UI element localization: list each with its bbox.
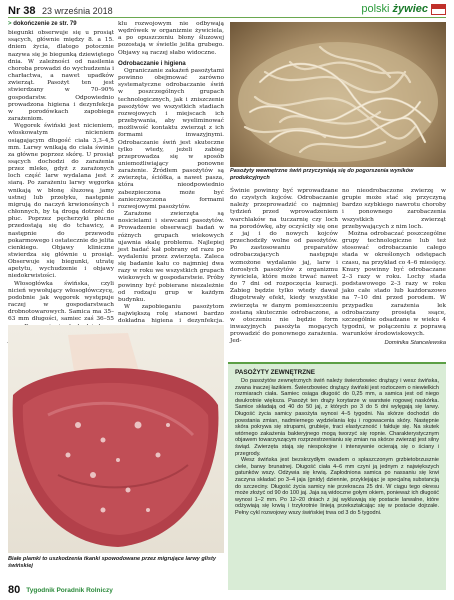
continuation-kicker: [8, 21, 114, 28]
liver-photo: [8, 325, 224, 553]
section-logo-bold: żywiec: [392, 3, 428, 15]
external-parasites-box: [228, 362, 446, 590]
article-column-1: [8, 21, 114, 352]
arrow-icon: >: [8, 21, 12, 27]
author-signature: Dominika Stancelewska: [384, 340, 446, 347]
box-paragraph: Wesz świńska jest bezskrzydłym owadem o spłaszczonym grzbietobrzusznie ciele, barwy brunatnej. Długość ciała 4–6 mm czyni ją jednym z największych gatunków wszy. Odżywia się krwią. Zapłodniona samica po nassaniu się krwi zaczyna składać po 3–4 jaja (gnidy) dziennie, przyklejając je specjalną substancją do szczeciny. Długość życia samicy nie przekracza 25 dni. W ciągu tego okresu może złożyć od 90 do 100 jaj. Jaja są widoczne gołym okiem, ponieważ ich długość wynosi 1–2 mm. Po 12–20 dniach z jaj wykluwają się postacie larwalne, które odżywiają się krwią i trzykrotnie linieją przekształcając się w postacie dojrzałe. Pełny cykl rozwojowy wszy świńskiej trwa od 3 do 5 tygodni.: [235, 457, 439, 516]
issue-date: 23 września 2018: [42, 6, 113, 16]
page-header-left: [8, 5, 113, 17]
paragraph: Włosogłówka świńska, czyli nicień wywołujący włosogłówczycę, podobnie jak węgorek występuje raczej w gospodarstwach drobnotowarowych. Samica ma 35–63 mm długości, samiec zaś 36–55: [8, 280, 114, 323]
paragraph: no nieodrobaczone zwierzę w grupie może stać się przyczyną bardzo szybkiego nawrotu choroby i ponownego zarobaczenia wszystkich zwierząt przebywających z nim loch.: [342, 188, 446, 230]
paragraph: Węgorek świński jest nicieniem, włoskowatym nicieniem osiągającym długość ciała 3,3–4,5 mm. Larwy wnikają do ciała świnie za główne poprzez skórę. U prosiąt ssących dochodzi do zarażenia przez mleko, gdyż z zarażonych loch część larw wydalana jest z siarą. Po zarażeniu larwy węgorka wnikają w błonę śluzową jamy ustnej lub przełyku, następnie migrują do naczyń krwionośnych i chłonnych, by tą drogą dotrzeć do płuc. Poprzez pęcherzyki płucne przedostają się do tchawicy, a następnie do przewodu pokarmowego i ostatecznie do jelita cienkiego. Objawy kliniczne stwierdza się głównie u prosiąt. Obserwuje się biegunki, utratę apetytu, wychudzenie i objawy niedokrwistości.: [8, 123, 114, 280]
article-column-4: [342, 188, 446, 347]
paragraph: Świnie powinny być wprowadzane do czystych kojców. Odrobaczanie należy przeprowadzić co najmniej tydzień przed wprowadzeniem warchlaków na tuczarnię czy loch na porodówkę, aby oczyściły się one z jaj i do nowych kojców przechodziły wolne od pasożytów. Po zastosowaniu preparatów odrobaczających następuje wzmożone wydalanie jaj, larw i dorosłych pasożytów z organizmu żywiciela, które może trwać nawet do 7 dni od rozpoczęcia kuracji. Zabieg będzie tylko wtedy dawał długotrwały efekt, kiedy wszystkie zwierzęta w danym pomieszczeniu zostaną skutecznie odrobaczone, a w otoczeniu nie będzie form inwazyjnych pasożyta mogących prowadzić do ponownego zarażenia. Jed-: [230, 188, 338, 345]
paragraph: klu rozwojowym nie odbywają wędrówek w organizmie żywiciela, a po opuszczeniu błony śluzowej pozostają w świetle jelita grubego. Objawy są raczej słabo widoczne.: [118, 21, 224, 56]
section-subhead: Odrobaczanie i higiena: [118, 59, 186, 67]
paragraph: Zarażone zwierzęta są nosicielami i siewcami pasożytów. Prowadzenie obserwacji badań w różnych grupach wiekowych ujawnia skalę problemu. Najlepiej jest badać kał pobrany od razu po wydaleniu przez zwierzęta. Zaleca się badanie kału co najmniej dwa razy w roku we wszystkich grupach wiekowych w gospodarstwie. Próby powinny być pobierane niezależnie od rodzaju grup w każdym budynku.: [118, 211, 224, 303]
paragraph: Można odrobaczać poszczególne grupy technologiczne lub też stosować odrobaczanie całego stada w określonych odstępach czasu, na przykład co 4–6 miesięcy. Knury powinny być odrobaczane 2–3 razy w roku. Lochy stada podstawowego 2–3 razy w roku jako całe stado lub każdorazowo na 7–10 dni przed porodem. W przypadku zarażenia lek odrobaczany prosięta ssące, szczególnie odsadzane w wieku 4 tygodni, w połączeniu z poprawą warunków środowiskowych.: [342, 230, 446, 338]
paragraph: Ograniczanie zakażeń pasożytami powinno obejmować zarówno systematyczne odrobaczanie świń w poszczególnych grupach technologicznych, jak i zniszczenie pasożytów we wszystkich stadiach rozwojowych i miejscach ich przebywania, aby wyeliminować możliwość kontaktu zwierząt z ich formami inwazyjnymi. Odrobaczanie świń jest skuteczne tylko wtedy, jeżeli zabieg przeprowadza się w sposób uniemożliwiający ponowne zarażenie. Źródłem pasożytów są zwierzęta, ściółka, a nawet pasza, która nieodpowiednio zabezpieczona może być zanieczyszczona formami rozwojowymi pasożytów.: [118, 67, 224, 210]
page-footer: [8, 584, 113, 596]
article-column-3: [230, 188, 338, 345]
section-logo-word: polski: [361, 3, 390, 15]
page-number: 80: [8, 584, 21, 596]
paragraph: W zapobieganiu pasożytom największą rolę stanowi bardzo dokładna higiena i dezynfekcja.: [118, 304, 224, 325]
paragraph: biegunki obserwuje się u prosiąt ssących, głównie między 8. a 15. dniem życia, dlatego potocznie nazywa się je biegunką dziewiętego dnia. W zależności od nasilenia choroba prowadzi do wychudzenia i charłactwa, a nawet upadków zwierząt. Pasożyt ten jest stwierdzany w 70–90% gospodarstw. Odpowiednio prowadzona higiena i dezynfekcja w porodówkach zapobiega zarażeniom.: [8, 30, 114, 123]
liver-photo-caption: Białe plamki to uszkodzenia tkanki spowodowane przez migrujące larwy glisty świńskiej: [8, 556, 216, 569]
worms-photo: [230, 22, 446, 167]
worms-photo-caption: Pasożyty wewnętrzne świń przyczyniają się do pogorszenia wyników produkcyjnych: [230, 168, 414, 181]
worms-illustration: [230, 22, 446, 167]
issue-number: Nr 38: [8, 5, 36, 17]
box-body: [235, 378, 439, 516]
article-column-2: [118, 21, 224, 347]
publication-name: Tygodnik Poradnik Rolniczy: [26, 586, 113, 594]
header-rule: [8, 17, 446, 18]
box-paragraph: Do pasożytów zewnętrznych świń należy świerzbowiec drążący i wesz świńska, zwana inaczej łazikiem. Świerzbowiec drążący świński jest roztoczem o niewielkich rozmiarach ciała. Samiec osiąga długość do 0,25 mm, a samica jest od niego dwukrotnie większa. Pasożyt ten drąży korytarze w warstwie rogowej naskórka. Samice składają od 40 do 50 jaj, z których po 3 do 5 dni wylęgają się larwy. Długość życia samicy pasożyta wynosi 4–5 tygodni. Na skórze dochodzi do powstania zmian, nadmiernego wydzielania łoju i rogowacenia skóry. Następnie skóra pokrywa się strupami, grubieje, traci elastyczność i fałduje się. Na skutek wtórnego zakażenia bakteryjnego mogą tworzyć się ropnie. Charakterystycznym objawem towarzyszącym rozprzestrzenianiu się zmian na skórze zwierząt jest silny świąd. Zwierzęta stają się niespokojne i intensywnie ocierają się o ściany i przegrody.: [235, 378, 439, 457]
kicker-text: dokończenie ze str. 79: [13, 21, 77, 27]
box-title: PASOŻYTY ZEWNĘTRZNE: [235, 369, 316, 376]
flag-icon: [431, 4, 446, 15]
section-logo-text: [361, 3, 428, 15]
liver-illustration: [8, 325, 224, 553]
section-logo: [361, 3, 446, 15]
